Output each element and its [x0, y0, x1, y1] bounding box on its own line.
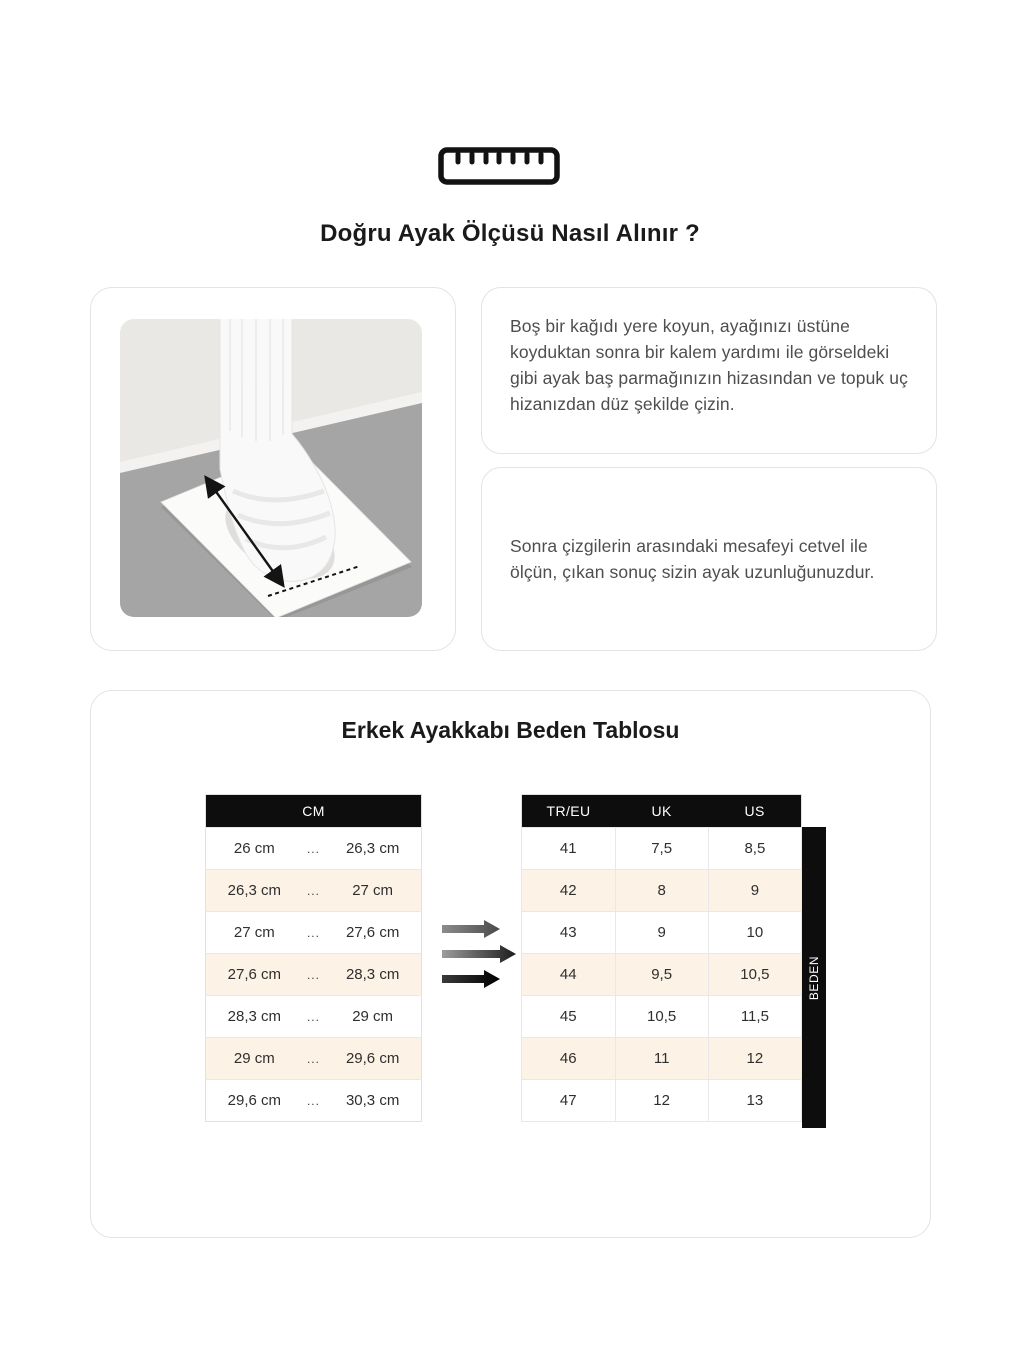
instruction-box-2 [481, 467, 937, 651]
cm-table-row [206, 1080, 422, 1122]
beden-label: BEDEN [807, 955, 821, 1000]
cm-table-row [206, 1038, 422, 1080]
size-value: 8 [615, 870, 708, 912]
instruction-step-1: Boş bir kağıdı yere koyun, ayağınızı üstüne koyduktan sonra bir kalem yardımı ile görseldeki gibi ayak baş parmağınızın hizasından ve topuk uç hizanızdan düz şekilde çizin. [510, 316, 908, 414]
cm-table-row [206, 912, 422, 954]
conversion-table-row [522, 912, 802, 954]
cm-range-from: 29,6 cm [206, 1080, 303, 1122]
cm-range-to: 27 cm [324, 870, 421, 912]
cm-range-to: 27,6 cm [324, 912, 421, 954]
ruler-icon [438, 146, 560, 186]
conversion-table-row [522, 1038, 802, 1080]
size-value: 10,5 [708, 954, 801, 996]
size-value: 12 [615, 1080, 708, 1122]
conversion-arrows-icon [440, 918, 518, 990]
cm-table-row [206, 870, 422, 912]
size-value: 41 [522, 828, 616, 870]
cm-range-to: 30,3 cm [324, 1080, 421, 1122]
column-header-tr-eu: TR/EU [522, 795, 616, 828]
conversion-table-header-row [522, 795, 802, 828]
column-header-us: US [708, 795, 801, 828]
beden-side-bar [802, 827, 826, 1128]
range-dots: ... [303, 954, 325, 996]
foot-measurement-photo [120, 319, 422, 617]
cm-range-from: 27,6 cm [206, 954, 303, 996]
cm-range-from: 26 cm [206, 828, 303, 870]
conversion-table-row [522, 870, 802, 912]
size-value: 11 [615, 1038, 708, 1080]
size-value: 46 [522, 1038, 616, 1080]
size-value: 8,5 [708, 828, 801, 870]
range-dots: ... [303, 1080, 325, 1122]
cm-table-row [206, 954, 422, 996]
size-value: 43 [522, 912, 616, 954]
size-value: 13 [708, 1080, 801, 1122]
size-value: 10 [708, 912, 801, 954]
conversion-table-row [522, 996, 802, 1038]
range-dots: ... [303, 1038, 325, 1080]
size-value: 7,5 [615, 828, 708, 870]
size-value: 11,5 [708, 996, 801, 1038]
cm-range-to: 28,3 cm [324, 954, 421, 996]
range-dots: ... [303, 828, 325, 870]
cm-range-to: 29 cm [324, 996, 421, 1038]
size-value: 10,5 [615, 996, 708, 1038]
page-title: Doğru Ayak Ölçüsü Nasıl Alınır ? [320, 220, 700, 247]
range-dots: ... [303, 996, 325, 1038]
cm-table-row [206, 828, 422, 870]
instruction-step-2: Sonra çizgilerin arasındaki mesafeyi cetvel ile ölçün, çıkan sonuç sizin ayak uzunluğunuzdur. [510, 536, 875, 582]
size-value: 12 [708, 1038, 801, 1080]
cm-range-from: 27 cm [206, 912, 303, 954]
measurement-photo-card [90, 287, 456, 651]
column-header-uk: UK [615, 795, 708, 828]
cm-table-row [206, 996, 422, 1038]
range-dots: ... [303, 912, 325, 954]
conversion-table-row [522, 1080, 802, 1122]
size-value: 9 [708, 870, 801, 912]
range-dots: ... [303, 870, 325, 912]
instruction-box-1 [481, 287, 937, 454]
cm-range-from: 26,3 cm [206, 870, 303, 912]
conversion-table-row [522, 954, 802, 996]
size-value: 9 [615, 912, 708, 954]
conversion-table-row [522, 828, 802, 870]
cm-table-header-row [206, 795, 422, 828]
cm-range-from: 29 cm [206, 1038, 303, 1080]
size-value: 42 [522, 870, 616, 912]
cm-range-to: 29,6 cm [324, 1038, 421, 1080]
cm-table-header: CM [206, 795, 422, 828]
cm-range-from: 28,3 cm [206, 996, 303, 1038]
size-value: 44 [522, 954, 616, 996]
conversion-table-body [522, 828, 802, 1122]
cm-table [205, 794, 422, 1122]
conversion-table [521, 794, 802, 1122]
cm-table-body [206, 828, 422, 1122]
size-value: 9,5 [615, 954, 708, 996]
size-table-card [90, 690, 931, 1238]
cm-range-to: 26,3 cm [324, 828, 421, 870]
size-table-title: Erkek Ayakkabı Beden Tablosu [341, 717, 680, 743]
size-value: 45 [522, 996, 616, 1038]
size-value: 47 [522, 1080, 616, 1122]
